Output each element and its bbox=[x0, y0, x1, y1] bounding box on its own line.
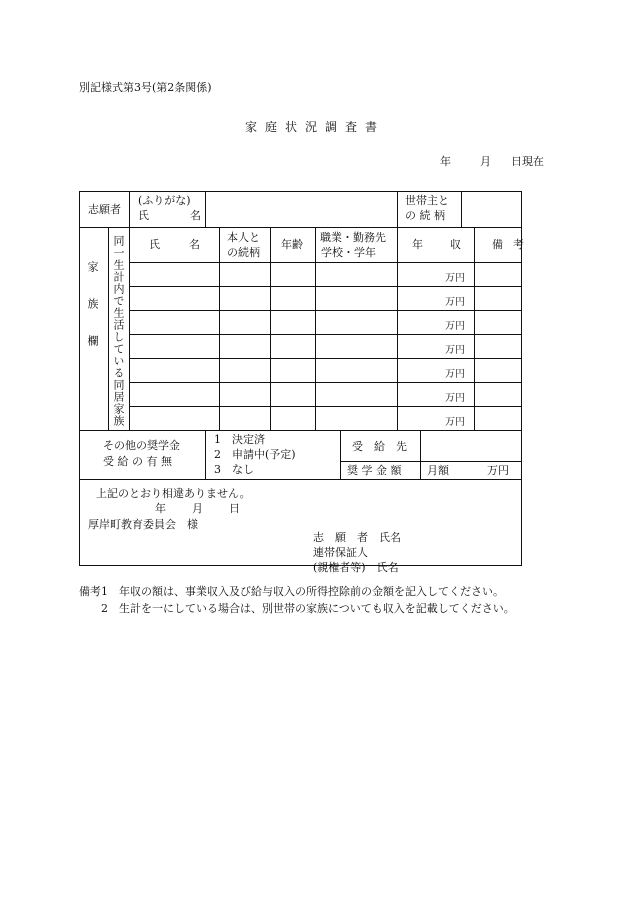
grid-line bbox=[340, 461, 522, 462]
grid-line bbox=[129, 334, 522, 335]
col-remarks-b: 考 bbox=[513, 238, 524, 251]
applicant-name-field[interactable] bbox=[206, 193, 396, 226]
signature-guarantor: 連帯保証人 bbox=[313, 546, 368, 559]
name-label-second: 名 bbox=[190, 209, 201, 222]
head-relation-label-line2: の 続 柄 bbox=[405, 209, 445, 222]
grid-line bbox=[129, 358, 522, 359]
grid-line bbox=[219, 227, 220, 430]
grid-line bbox=[205, 430, 206, 479]
grid-line bbox=[129, 227, 130, 430]
grid-line bbox=[129, 406, 522, 407]
document-title: 家庭状況調査書 bbox=[244, 120, 385, 134]
recipient-label: 受 給 先 bbox=[352, 440, 407, 453]
income-unit: 万円 bbox=[445, 417, 465, 428]
family-status-table bbox=[79, 191, 524, 574]
income-unit: 万円 bbox=[445, 345, 465, 356]
grid-line bbox=[474, 227, 475, 430]
signature-applicant: 志 願 者 氏名 bbox=[313, 531, 401, 544]
same-household-label: 同一生計内で生活している同居家族 bbox=[112, 235, 125, 427]
applicant-label: 志願者 bbox=[88, 203, 121, 216]
income-unit: 万円 bbox=[445, 273, 465, 284]
col-job-line2: 学校・学年 bbox=[321, 246, 376, 259]
col-name-a: 氏 bbox=[149, 238, 160, 251]
grid-line bbox=[79, 227, 522, 228]
grid-line bbox=[340, 430, 341, 479]
certify-statement: 上記のとおり相違ありません。 bbox=[96, 487, 251, 500]
cert-day: 日 bbox=[229, 502, 240, 515]
grid-line bbox=[129, 191, 130, 227]
date-year-label: 年 bbox=[440, 155, 451, 168]
col-relation-line2: の続柄 bbox=[227, 246, 260, 259]
form-number: 別記様式第3号(第2条関係) bbox=[79, 81, 212, 94]
option-applying[interactable]: 2 申請中(予定) bbox=[214, 448, 296, 461]
monthly-unit: 万円 bbox=[487, 464, 509, 477]
note-1: 備考1 年収の額は、事業収入及び給与収入の所得控除前の金額を記入してください。 bbox=[79, 585, 504, 598]
table-border-left bbox=[79, 191, 80, 566]
scholarship-label-line2: 受 給 の 有 無 bbox=[103, 455, 172, 468]
note-2: 2 生計を一にしている場合は、別世帯の家族についても収入を記載してください。 bbox=[101, 602, 515, 615]
head-relation-label-line1: 世帯主と bbox=[405, 194, 449, 207]
amount-label: 奨 学 金 額 bbox=[347, 464, 402, 477]
col-age: 年齢 bbox=[281, 238, 303, 251]
cert-month: 月 bbox=[192, 502, 203, 515]
monthly-label: 月額 bbox=[427, 464, 449, 477]
col-job-line1: 職業・勤務先 bbox=[320, 231, 386, 244]
income-unit: 万円 bbox=[445, 297, 465, 308]
col-remarks-a: 備 bbox=[492, 238, 503, 251]
grid-line bbox=[129, 286, 522, 287]
signature-parent: (親権者等) 氏名 bbox=[313, 561, 399, 574]
col-income-a: 年 bbox=[412, 238, 423, 251]
col-income-b: 収 bbox=[450, 238, 461, 251]
grid-line bbox=[129, 310, 522, 311]
table-border-bottom bbox=[79, 565, 522, 566]
option-decided[interactable]: 1 決定済 bbox=[214, 433, 265, 446]
income-unit: 万円 bbox=[445, 321, 465, 332]
income-unit: 万円 bbox=[445, 369, 465, 380]
grid-line bbox=[397, 227, 398, 430]
recipient-field[interactable] bbox=[421, 431, 520, 460]
scholarship-label-line1: その他の奨学金 bbox=[103, 439, 180, 452]
table-border-top bbox=[79, 191, 522, 192]
date-month-label: 月 bbox=[480, 155, 491, 168]
furigana-label: (ふりがな) bbox=[138, 194, 191, 207]
addressee: 厚岸町教育委員会 様 bbox=[88, 518, 198, 531]
grid-line bbox=[108, 227, 109, 430]
head-relation-field[interactable] bbox=[462, 193, 520, 226]
grid-line bbox=[129, 382, 522, 383]
cert-year: 年 bbox=[155, 502, 166, 515]
grid-line bbox=[315, 227, 316, 430]
grid-line bbox=[79, 479, 522, 480]
family-column-label: 家族欄 bbox=[86, 261, 99, 372]
grid-line bbox=[129, 262, 522, 263]
col-name-b: 名 bbox=[189, 238, 200, 251]
option-none[interactable]: 3 なし bbox=[214, 463, 254, 476]
date-day-label: 日現在 bbox=[511, 155, 544, 168]
grid-line bbox=[397, 191, 398, 227]
name-label-first: 氏 bbox=[138, 209, 149, 222]
grid-line bbox=[270, 227, 271, 430]
income-unit: 万円 bbox=[445, 393, 465, 404]
col-relation-line1: 本人と bbox=[227, 231, 260, 244]
